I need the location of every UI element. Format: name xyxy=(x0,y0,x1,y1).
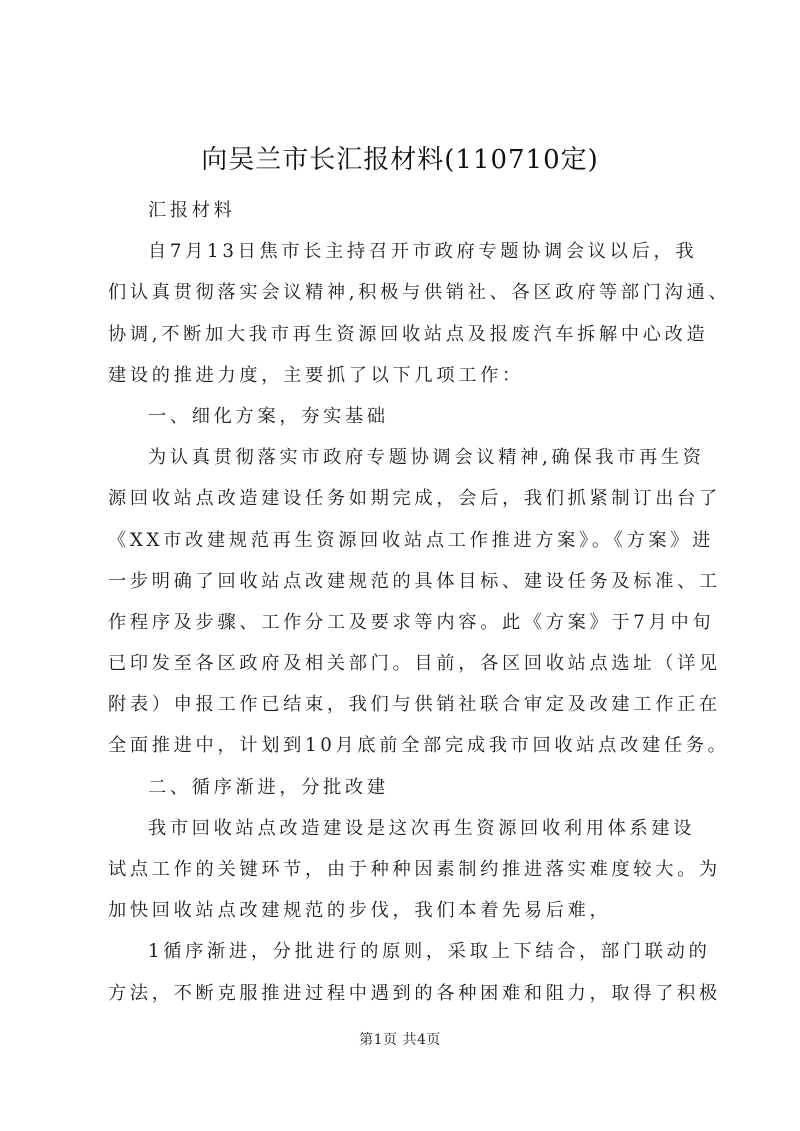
document-title: 向吴兰市长汇报材料(110710定) xyxy=(201,145,599,175)
paragraph-line: 试点工作的关键环节，由于种种因素制约推进落实难度较大。为 xyxy=(108,859,721,880)
document-body xyxy=(108,190,731,1014)
paragraph-line: 一步明确了回收站点改建规范的具体目标、建设任务及标准、工 xyxy=(108,570,721,592)
paragraph-line: 《XX市改建规范再生资源回收站点工作推进方案》。《方案》进 xyxy=(108,529,715,551)
paragraph-line: 我市回收站点改造建设是这次再生资源回收利用体系建设 xyxy=(148,817,696,839)
paragraph-line: 们认真贯彻落实会议精神,积极与供销社、各区政府等部门沟通、 xyxy=(108,282,731,304)
paragraph-line: 加快回收站点改建规范的步伐，我们本着先易后难， xyxy=(108,900,612,922)
section-heading: 一、细化方案，夯实基础 xyxy=(148,405,389,427)
paragraph-line: 协调,不断加大我市再生资源回收站点及报废汽车拆解中心改造 xyxy=(108,323,709,345)
paragraph-line: 1循序渐进，分批进行的原则，采取上下结合，部门联动的 xyxy=(148,941,711,963)
paragraph-line: 建设的推进力度，主要抓了以下几项工作： xyxy=(108,364,524,386)
paragraph-line: 源回收站点改造建设任务如期完成，会后，我们抓紧制订出台了 xyxy=(108,488,721,510)
paragraph-line: 方法，不断克服推进过程中遇到的各种困难和阻力，取得了积极 xyxy=(108,982,721,1004)
paragraph-line: 作程序及步骤、工作分工及要求等内容。此《方案》于7月中旬 xyxy=(108,611,715,633)
section-heading: 二、循序渐进，分批改建 xyxy=(148,776,389,798)
paragraph-line: 附表）申报工作已结束，我们与供销社联合审定及改建工作正在 xyxy=(108,694,721,716)
paragraph-line: 为认真贯彻落实市政府专题协调会议精神,确保我市再生资 xyxy=(148,447,705,469)
paragraph-line: 已印发至各区政府及相关部门。目前，各区回收站点选址（详见 xyxy=(108,653,721,675)
page-number: 第1页 共4页 xyxy=(359,1032,441,1048)
paragraph-line: 汇报材料 xyxy=(148,200,236,221)
paragraph-line: 自7月13日焦市长主持召开市政府专题协调会议以后，我 xyxy=(148,241,698,263)
paragraph-line: 全面推进中，计划到10月底前全部完成我市回收站点改建任务。 xyxy=(108,735,730,757)
